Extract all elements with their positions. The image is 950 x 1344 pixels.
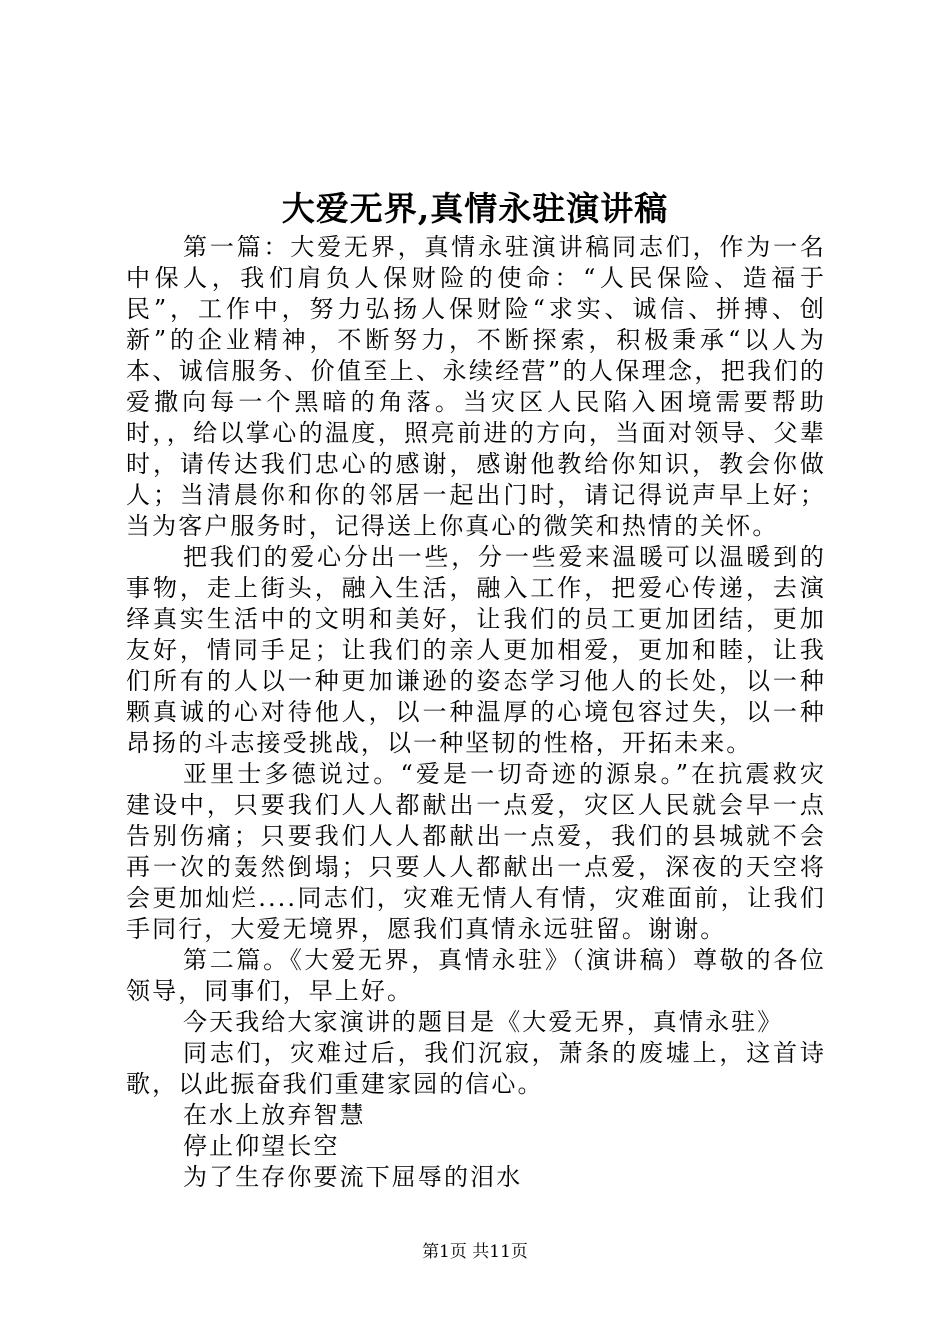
- page-number-footer: 第1页 共11页: [422, 1242, 528, 1262]
- document-title: 大爱无界,真情永驻演讲稿: [281, 189, 669, 228]
- document-body: [126, 232, 826, 1193]
- paragraph: 第一篇：大爱无界，真情永驻演讲稿同志们，作为一名中保人，我们肩负人保财险的使命：“人民保险、造福于民”，工作中，努力弘扬人保财险“求实、诚信、拼搏、创新”的企业精神，不断努力，不断探索，积极秉承“以人为本、诚信服务、价值至上、永续经营”的人保理念，把我们的爱撒向每一个黑暗的角落。当灾区人民陷入困境需要帮助时，，给以掌心的温度，照亮前进的方向，当面对领导、父辈时，请传达我们忠心的感谢，感谢他教给你知识，教会你做人；当清晨你和你的邻居一起出门时，请记得说声早上好；当为客户服务时，记得送上你真心的微笑和热情的关怀。: [126, 233, 826, 540]
- paragraph: 同志们，灾难过后，我们沉寂，萧条的废墟上，这首诗歌，以此振奋我们重建家园的信心。: [126, 1039, 826, 1098]
- paragraph: 亚里士多德说过。“爱是一切奇迹的源泉。”在抗震救灾建设中，只要我们人人都献出一点爱，灾区人民就会早一点告别伤痛；只要我们人人都献出一点爱，我们的县城就不会再一次的轰然倒塌；只要人人都献出一点爱，深夜的天空将会更加灿烂....同志们，灾难无情人有情，灾难面前，让我们手同行，大爱无境界，愿我们真情永远驻留。谢谢。: [126, 760, 826, 943]
- poem-line: 在水上放弃智慧: [183, 1101, 366, 1129]
- paragraph: 把我们的爱心分出一些，分一些爱来温暖可以温暖到的事物，走上街头，融入生活，融入工作，把爱心传递，去演绎真实生活中的文明和美好，让我们的员工更加团结，更加友好，情同手足；让我们的亲人更加相爱，更加和睦，让我们所有的人以一种更加谦逊的姿态学习他人的长处，以一种颗真诚的心对待他人，以一种温厚的心境包容过失，以一种昂扬的斗志接受挑战，以一种坚韧的性格，开拓未来。: [126, 543, 826, 757]
- paragraph: 今天我给大家演讲的题目是《大爱无界，真情永驻》: [183, 1008, 784, 1036]
- paragraph: 第二篇。《大爱无界，真情永驻》（演讲稿）尊敬的各位领导，同事们，早上好。: [126, 946, 826, 1005]
- poem-line: 停止仰望长空: [183, 1132, 340, 1160]
- poem-line: 为了生存你要流下屈辱的泪水: [183, 1163, 523, 1191]
